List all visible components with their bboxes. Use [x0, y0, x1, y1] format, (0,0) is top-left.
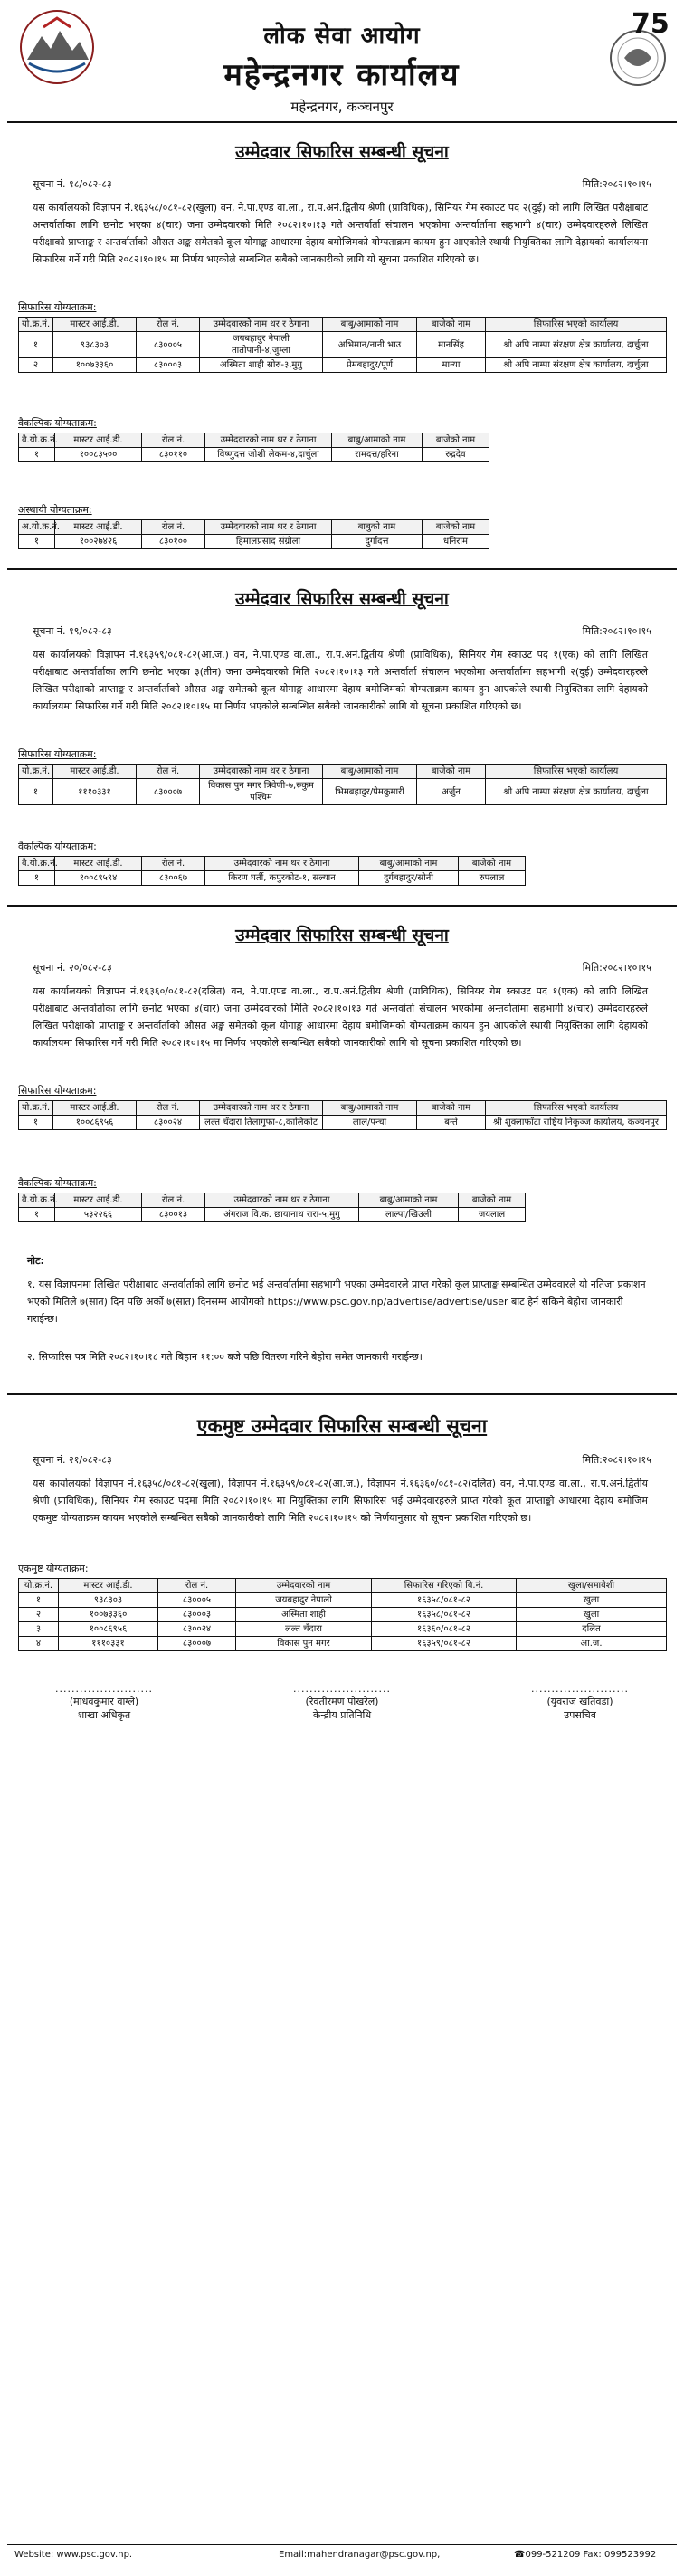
table-cell: रामदत्त/हरिना	[332, 448, 423, 462]
table-cell: विष्णुदत्त जोशी लेकम-४,दार्चुला	[205, 448, 332, 462]
table-cell: १	[19, 1593, 59, 1608]
table-header-row	[19, 1101, 667, 1116]
header-cell: मास्टर आई.डी.	[55, 433, 142, 448]
table-cell: लल्त चँदारा	[236, 1622, 372, 1637]
footer-email: Email:mahendranagar@psc.gov.np,	[279, 2550, 441, 2560]
signatory-name: (रेवतीरमण पोखरेल)	[305, 1696, 379, 1707]
notice-4-body: यस कार्यालयको विज्ञापन नं.१६३५८/०८१-८२(खुला), विज्ञापन नं.१६३५९/०८१-८२(आ.ज.), विज्ञापन नं.१६३६०/०८१-८२(दलित) वन, ने.पा.एण्ड वा.ला., रा.प.अनं.द्वितीय श्रेणी (प्राविधिक), सिनियर गेम स्काउट पदमा मिति २०८२।१०।१५ मा नियुक्तिका लागि सिफारिस भई उम्मेदवारहरुले प्राप्त गरेको कूल प्राप्ताङ्को आधारमा देहाय बमोजिम एकमुष्ट योग्यताक्रम कायम भएकोले सम्बन्धित सबैको जानकारीको लागि मिति २०८२।१०।१५ को निर्णयानुसार यो सूचना प्रकाशित गरिएको छ।	[33, 1478, 648, 1524]
table-cell: १	[19, 332, 53, 358]
notice-1-temporary-table	[18, 519, 489, 549]
header-cell: खुला/समावेशी	[517, 1579, 667, 1593]
table-cell: ८३००२४	[137, 1116, 200, 1130]
header-cell: बाजेको नाम	[417, 1101, 486, 1116]
table-cell: अर्जुन	[417, 779, 486, 805]
table-cell: श्री शुक्लाफाँटा राष्ट्रिय निकुञ्ज कार्यालय, कञ्चनपुर	[486, 1116, 667, 1130]
signatory-title: शाखा अधिकृत	[77, 1709, 131, 1721]
notice-2-body: यस कार्यालयको विज्ञापन नं.१६३५९/०८१-८२(आ.ज.) वन, ने.पा.एण्ड वा.ला., रा.प.अनं.द्वितीय श्रेणी (प्राविधिक), सिनियर गेम स्काउट पद १(एक) को लागि लिखित परीक्षाबाट अन्तर्वार्ताका लागि छनोट भएका ३(तीन) जना उम्मेदवारको मिति २०८२।१०।१३ गते अन्तर्वार्ता संचालन भएकोमा अन्तर्वार्तामा सहभागी २(दुई) उम्मेदवारहरुले लिखित परीक्षाको प्राप्ताङ्क र अन्तर्वार्ताको औसत अङ्क समेतको कूल योगाङ्क आधारमा देहाय बमोजिमको योग्यताक्रम कायम हुन आएकोले स्थायी नियुक्तिका लागि देहायको कार्यालयमा सिफारिस गर्ने गरी मिति २०८२।१०।१५ मा निर्णय भएकोले सम्बन्धित सबैको जानकारीको लागि यो सूचना प्रकाशित गरिएको छ।	[33, 649, 648, 712]
header-cell: रोल नं.	[142, 857, 205, 871]
table-cell: ५३२२६६	[55, 1208, 142, 1222]
table-cell: किरण घर्ती, कपुरकोट-१, सल्यान	[205, 871, 359, 886]
table-cell: ८३०००५	[137, 332, 200, 358]
table-cell: श्री अपि नाम्पा संरक्षण क्षेत्र कार्यालय, दार्चुला	[486, 332, 667, 358]
footer-divider	[7, 2544, 677, 2545]
notice-2-date: मिति:२०८२।१०।१५	[582, 625, 651, 637]
footer-phone-text: 099-521209 Fax: 099523992	[525, 2550, 657, 2560]
header-cell: मास्टर आई.डी.	[55, 857, 142, 871]
notice-1-title: उम्मेदवार सिफारिस सम्बन्धी सूचना	[235, 142, 449, 162]
header-cell: बाजेको नाम	[459, 857, 526, 871]
table-cell: ८३०००३	[137, 358, 200, 373]
header-cell: रोल नं.	[137, 765, 200, 779]
table-cell: जयबहादुर नेपाली तातोपानी-४,जुम्ला	[200, 332, 323, 358]
notice-3-ref: सूचना नं. २०/०८२-८३	[33, 962, 112, 974]
table-cell: विकास पुन मगर	[236, 1637, 372, 1651]
table-cell: लल्त चँदारा तिलागुफा-८,कालिकोट	[200, 1116, 323, 1130]
signatory-name: (युवराज खतिवडा)	[546, 1696, 613, 1707]
header-cell: बाजेको नाम	[459, 1193, 526, 1208]
section-divider	[7, 905, 677, 907]
anniversary-logo-icon	[588, 2, 679, 92]
header-cell: बाजेको नाम	[417, 318, 486, 332]
header-cell: बाबु/आमाको नाम	[323, 1101, 417, 1116]
header-cell: बाबु/आमाको नाम	[332, 433, 423, 448]
header-cell: उम्मेदवारको नाम थर र ठेगाना	[205, 1193, 359, 1208]
table-cell: हिमालप्रसाद संग्रौला	[205, 535, 332, 549]
office-location: महेन्द्रनगर, कञ्चनपुर	[290, 99, 394, 115]
table-cell: ८३०११०	[142, 448, 205, 462]
header-cell: रोल नं.	[142, 1193, 205, 1208]
table-cell: १००८३५००	[55, 448, 142, 462]
office-name: महेन्द्रनगर कार्यालय	[223, 57, 461, 93]
header-cell: बाबु/आमाको नाम	[323, 765, 417, 779]
table-cell: १	[19, 535, 55, 549]
table-cell: १००८६९५६	[53, 1116, 137, 1130]
table-cell: खुला	[517, 1593, 667, 1608]
table-row	[19, 1637, 667, 1651]
notice-4-consolidated-table	[18, 1578, 667, 1651]
table-row	[19, 1116, 667, 1130]
header-cell: बाबु/आमाको नाम	[359, 857, 459, 871]
table-cell: खुला	[517, 1608, 667, 1622]
letterhead	[0, 0, 684, 127]
notice-2-alternate-table	[18, 856, 526, 886]
note-item: २. सिफारिस पत्र मिति २०८२।१०।१८ गते बिहान ११:०० बजे पछि वितरण गरिने बेहोरा समेत जानकारी गराईन्छ।	[27, 1351, 423, 1363]
notice-1-date: मिति:२०८२।१०।१५	[582, 178, 651, 190]
header-cell: मास्टर आई.डी.	[53, 318, 137, 332]
table-row	[19, 448, 489, 462]
table-row	[19, 535, 489, 549]
table-cell: धनिराम	[423, 535, 489, 549]
table-cell: दुर्गबहादुर/सोनी	[359, 871, 459, 886]
header-cell: रोल नं.	[142, 520, 205, 535]
table-row	[19, 779, 667, 805]
section-divider	[7, 568, 677, 570]
table-cell: अस्मिता शाही	[236, 1608, 372, 1622]
commission-name: लोक सेवा आयोग	[263, 23, 421, 50]
notice-3-table-1-caption: सिफारिस योग्यताक्रम:	[18, 1085, 97, 1097]
table-header-row	[19, 1579, 667, 1593]
header-cell: उम्मेदवारको नाम थर र ठेगाना	[205, 520, 332, 535]
table-row	[19, 1593, 667, 1608]
notice-1-body: यस कार्यालयको विज्ञापन नं.१६३५८/०८१-८२(खुला) वन, ने.पा.एण्ड वा.ला., रा.प.अनं.द्वितीय श्रेणी (प्राविधिक), सिनियर गेम स्काउट पद २(दुई) को लागि लिखित परीक्षाबाट अन्तर्वार्ताका लागि छनोट भएका ४(चार) जना उम्मेदवारको मिति २०८२।१०।१३ गते अन्तर्वार्ता संचालन भएकोमा अन्तर्वार्तामा सहभागी ४(चार) उम्मेदवारहरुले लिखित परीक्षाको प्राप्ताङ्क र अन्तर्वार्ताको औसत अङ्क समेतको कूल योगाङ्क आधारमा देहाय बमोजिमको योग्यताक्रम कायम हुन आएकोले स्थायी नियुक्तिका लागि देहायको कार्यालयमा सिफारिस गर्ने गरी मिति २०८२।१०।१५ मा निर्णय भएकोले सम्बन्धित सबैको जानकारीको लागि यो सूचना प्रकाशित गरिएको छ।	[33, 202, 648, 265]
table-cell: जयबहादुर नेपाली	[236, 1593, 372, 1608]
header-cell: यो.क्र.नं.	[19, 318, 53, 332]
table-cell: श्री अपि नाम्पा संरक्षण क्षेत्र कार्यालय, दार्चुला	[486, 779, 667, 805]
notice-3-body: यस कार्यालयको विज्ञापन नं.१६३६०/०८१-८२(दलित) वन, ने.पा.एण्ड वा.ला., रा.प.अनं.द्वितीय श्रेणी (प्राविधिक), सिनियर गेम स्काउट पद १(एक) को लागि लिखित परीक्षाबाट अन्तर्वार्ताका लागि छनोट भएका ४(चार) जना उम्मेदवारको मिति २०८२।१०।१३ गते अन्तर्वार्ता संचालन भएकोमा अन्तर्वार्तामा सहभागी ४(चार) उम्मेदवारहरुले लिखित परीक्षाको प्राप्ताङ्क र अन्तर्वार्ताको औसत अङ्क समेतको कूल योगाङ्क आधारमा देहाय बमोजिमको योग्यताक्रम कायम हुन आएकोले स्थायी नियुक्तिका लागि देहायको कार्यालयमा सिफारिस गर्ने गरी मिति २०८२।१०।१५ मा निर्णय भएकोले सम्बन्धित सबैको जानकारीको लागि यो सूचना प्रकाशित गरिएको छ।	[33, 985, 648, 1049]
table-header-row	[19, 765, 667, 779]
notice-3-alternate-table	[18, 1193, 526, 1222]
table-cell: ९३८३०३	[59, 1593, 158, 1608]
notice-1-alternate-table	[18, 433, 489, 462]
table-cell: ८३००१३	[142, 1208, 205, 1222]
table-cell: १००७३३६०	[59, 1608, 158, 1622]
table-cell: १६३५९/०८१-८२	[372, 1637, 517, 1651]
header-cell: मास्टर आई.डी.	[59, 1579, 158, 1593]
table-header-row	[19, 1193, 526, 1208]
table-cell: १००८६९५६	[59, 1622, 158, 1637]
table-cell: अभिमान/नानी भाउ	[323, 332, 417, 358]
header-cell: बाबु/आमाको नाम	[359, 1193, 459, 1208]
header-cell: उम्मेदवारको नाम थर र ठेगाना	[200, 1101, 323, 1116]
header-cell: रोल नं.	[137, 318, 200, 332]
notice-4-ref: सूचना नं. २१/०८२-८३	[33, 1454, 112, 1466]
footer-website: Website: www.psc.gov.np.	[14, 2550, 133, 2560]
signatory-name: (माधवकुमार वाग्ले)	[69, 1696, 139, 1707]
table-cell: श्री अपि नाम्पा संरक्षण क्षेत्र कार्यालय, दार्चुला	[486, 358, 667, 373]
table-cell: प्रेमबहादुर/पूर्ण	[323, 358, 417, 373]
notice-1-ref: सूचना नं. १८/०८२-८३	[33, 178, 112, 190]
header-cell: वै.यो.क्र.नं.	[19, 1193, 55, 1208]
table-cell: विकास पुन मगर त्रिवेणी-७,रुकुम पश्चिम	[200, 779, 323, 805]
table-header-row	[19, 857, 526, 871]
header-cell: वै.यो.क्र.नं.	[19, 857, 55, 871]
table-cell: ८३०००७	[137, 779, 200, 805]
table-cell: आ.ज.	[517, 1637, 667, 1651]
table-cell: १	[19, 871, 55, 886]
table-header-row	[19, 520, 489, 535]
header-cell: यो.क्र.नं.	[19, 765, 53, 779]
table-cell: ४	[19, 1637, 59, 1651]
table-cell: दुर्गादत्त	[332, 535, 423, 549]
table-cell: लाल्पा/खिउली	[359, 1208, 459, 1222]
header-cell: बाजेको नाम	[423, 433, 489, 448]
notice-3-recommended-table	[18, 1100, 667, 1130]
signature-block	[256, 1683, 428, 1722]
signatory-title: उपसचिव	[564, 1709, 596, 1721]
signatory-title: केन्द्रीय प्रतिनिधि	[312, 1709, 372, 1721]
header-cell: मास्टर आई.डी.	[55, 1193, 142, 1208]
table-cell: १००७३३६०	[53, 358, 137, 373]
header-cell: सिफारिस भएको कार्यालय	[486, 765, 667, 779]
table-cell: १११०३३१	[53, 779, 137, 805]
note-item: १. यस विज्ञापनमा लिखित परीक्षाबाट अन्तर्वार्ताको लागि छनोट भई अन्तर्वार्तामा सहभागी भएका उम्मेदवारले प्राप्त गरेको कूल प्राप्ताङ्क सम्बन्धित उम्मेदवारले यो नतिजा प्रकाशन भएको मितिले ७(सात) दिन पछि अर्को ७(सात) दिनसम्म आयोगको https://www.psc.gov.np/advertise/advertise/user बाट हेर्न सकिने बेहोरा जानकारी गराईन्छ।	[27, 1278, 646, 1325]
table-cell: लाल/पन्चा	[323, 1116, 417, 1130]
table-cell: १११०३३१	[59, 1637, 158, 1651]
header-cell: उम्मेदवारको नाम थर र ठेगाना	[200, 318, 323, 332]
notice-4-table-caption: एकमुष्ट योग्यताक्रम:	[18, 1563, 89, 1574]
header-cell: उम्मेदवारको नाम	[236, 1579, 372, 1593]
table-cell: ८३०००७	[158, 1637, 236, 1651]
table-cell: मान्या	[417, 358, 486, 373]
table-cell: १००२७४२६	[55, 535, 142, 549]
signature-block	[18, 1683, 190, 1722]
table-cell: १६३६०/०८१-८२	[372, 1622, 517, 1637]
header-cell: उम्मेदवारको नाम थर र ठेगाना	[205, 433, 332, 448]
phone-icon: ☎	[514, 2550, 526, 2560]
header-divider	[7, 121, 677, 123]
notice-1-table-2-caption: वैकल्पिक योग्यताक्रम:	[18, 417, 97, 429]
table-cell: ८३०००३	[158, 1608, 236, 1622]
signature-line: ........................	[55, 1683, 153, 1695]
signature-line: ........................	[531, 1683, 629, 1695]
header-cell: यो.क्र.नं.	[19, 1101, 53, 1116]
notice-3-date: मिति:२०८२।१०।१५	[582, 962, 651, 974]
header-cell: रोल नं.	[158, 1579, 236, 1593]
table-cell: ८३०१००	[142, 535, 205, 549]
anniversary-number: 75	[632, 8, 670, 40]
table-row	[19, 1208, 526, 1222]
table-cell: रुपलाल	[459, 871, 526, 886]
notice-2-recommended-table	[18, 764, 667, 805]
notice-1-table-3-caption: अस्थायी योग्यताक्रम:	[18, 504, 92, 516]
notice-4-date: मिति:२०८२।१०।१५	[582, 1454, 651, 1466]
table-cell: १	[19, 1208, 55, 1222]
header-cell: सिफारिस भएको कार्यालय	[486, 318, 667, 332]
table-cell: १	[19, 448, 55, 462]
footer-phone	[514, 2550, 656, 2560]
header-cell: मास्टर आई.डी.	[53, 765, 137, 779]
header-cell: उम्मेदवारको नाम थर र ठेगाना	[200, 765, 323, 779]
header-cell: मास्टर आई.डी.	[53, 1101, 137, 1116]
header-cell: यो.क्र.नं.	[19, 1579, 59, 1593]
notes-heading: नोट:	[27, 1255, 44, 1267]
table-row	[19, 358, 667, 373]
table-header-row	[19, 433, 489, 448]
table-cell: १६३५८/०८१-८२	[372, 1608, 517, 1622]
table-cell: ३	[19, 1622, 59, 1637]
table-cell: ९३८३०३	[53, 332, 137, 358]
table-cell: रुद्रदेव	[423, 448, 489, 462]
header-cell: बाजेको नाम	[423, 520, 489, 535]
table-cell: अंगराज वि.क. छायानाथ रारा-५,मुगु	[205, 1208, 359, 1222]
notice-2-title: उम्मेदवार सिफारिस सम्बन्धी सूचना	[235, 589, 449, 609]
table-cell: भिमबहादुर/प्रेमकुमारी	[323, 779, 417, 805]
table-cell: ८३००६७	[142, 871, 205, 886]
header-cell: सिफारिस भएको कार्यालय	[486, 1101, 667, 1116]
table-cell: मानसिंह	[417, 332, 486, 358]
header-cell: अ.यो.क्र.नं.	[19, 520, 55, 535]
signature-block	[494, 1683, 666, 1722]
section-divider	[7, 1393, 677, 1395]
notice-4-title: एकमुष्ट उम्मेदवार सिफारिस सम्बन्धी सूचना	[196, 1415, 488, 1437]
table-row	[19, 1622, 667, 1637]
header-cell: रोल नं.	[142, 433, 205, 448]
table-cell: दलित	[517, 1622, 667, 1637]
header-cell: रोल नं.	[137, 1101, 200, 1116]
signature-line: ........................	[293, 1683, 391, 1695]
header-cell: मास्टर आई.डी.	[55, 520, 142, 535]
notice-2-ref: सूचना नं. १९/०८२-८३	[33, 625, 112, 637]
header-cell: वै.यो.क्र.नं.	[19, 433, 55, 448]
table-cell: बन्ते	[417, 1116, 486, 1130]
notice-2-table-1-caption: सिफारिस योग्यताक्रम:	[18, 748, 97, 760]
notice-2-table-2-caption: वैकल्पिक योग्यताक्रम:	[18, 841, 97, 852]
table-cell: १६३५८/०८१-८२	[372, 1593, 517, 1608]
header-cell: बाबुको नाम	[332, 520, 423, 535]
table-header-row	[19, 318, 667, 332]
table-cell: जयलाल	[459, 1208, 526, 1222]
table-cell: अस्मिता शाही सोरु-३,मुगु	[200, 358, 323, 373]
notice-1-recommended-table	[18, 317, 667, 373]
table-row	[19, 1608, 667, 1622]
header-cell: बाजेको नाम	[417, 765, 486, 779]
table-row	[19, 871, 526, 886]
table-cell: १	[19, 779, 53, 805]
table-cell: ८३००२४	[158, 1622, 236, 1637]
notice-3-title: उम्मेदवार सिफारिस सम्बन्धी सूचना	[235, 926, 449, 946]
table-cell: २	[19, 1608, 59, 1622]
table-cell: ८३०००५	[158, 1593, 236, 1608]
header-cell: उम्मेदवारको नाम थर र ठेगाना	[205, 857, 359, 871]
table-cell: १	[19, 1116, 53, 1130]
header-cell: बाबु/आमाको नाम	[323, 318, 417, 332]
table-cell: २	[19, 358, 53, 373]
header-cell: सिफारिस गरिएको वि.नं.	[372, 1579, 517, 1593]
notice-1-table-1-caption: सिफारिस योग्यताक्रम:	[18, 301, 97, 313]
table-cell: १००८९५९४	[55, 871, 142, 886]
table-row	[19, 332, 667, 358]
notice-3-table-2-caption: वैकल्पिक योग्यताक्रम:	[18, 1177, 97, 1189]
